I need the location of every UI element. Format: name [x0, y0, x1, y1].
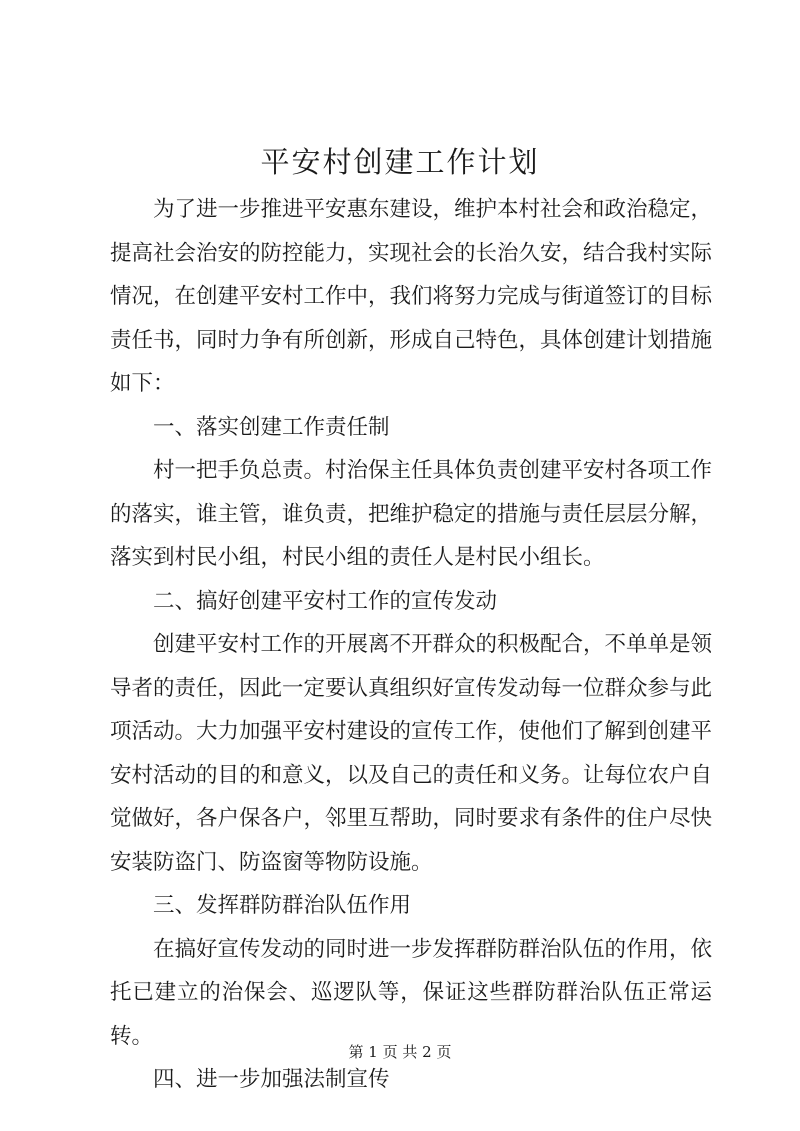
section-3-paragraph: 在搞好宣传发动的同时进一步发挥群防群治队伍的作用，依托已建立的治保会、巡逻队等，保证这些群防群治队伍正常运转。 [110, 936, 713, 1049]
intro-paragraph: 为了进一步推进平安惠东建设，维护本村社会和政治稳定，提高社会治安的防控能力，实现社会的长治久安，结合我村实际情况，在创建平安村工作中，我们将努力完成与街道签订的目标责任书，同时力争有所创新，形成自己特色，具体创建计划措施如下： [110, 197, 713, 396]
section-1-paragraph: 村一把手负总责。村治保主任具体负责创建平安村各项工作的落实，谁主管，谁负责，把维护稳定的措施与责任层层分解，落实到村民小组，村民小组的责任人是村民小组长。 [110, 458, 713, 570]
section-4-heading: 四、进一步加强法制宣传 [153, 1067, 390, 1092]
document-title: 平安村创建工作计划 [260, 145, 540, 179]
section-2-paragraph: 创建平安村工作的开展离不开群众的积极配合，不单单是领导者的责任，因此一定要认真组织好宣传发动每一位群众参与此项活动。大力加强平安村建设的宣传工作，使他们了解到创建平安村活动的目的和意义，以及自己的责任和义务。让每位农户自觉做好，各户保各户，邻里互帮助，同时要求有条件的住户尽快安装防盗门、防盗窗等物防设施。 [110, 632, 713, 875]
section-3-heading: 三、发挥群防群治队伍作用 [153, 893, 412, 918]
section-1-heading: 一、落实创建工作责任制 [153, 414, 390, 440]
page-footer: 第 1 页 共 2 页 [348, 1043, 452, 1061]
section-2-heading: 二、搞好创建平安村工作的宣传发动 [153, 588, 498, 614]
document-body [110, 188, 712, 1102]
